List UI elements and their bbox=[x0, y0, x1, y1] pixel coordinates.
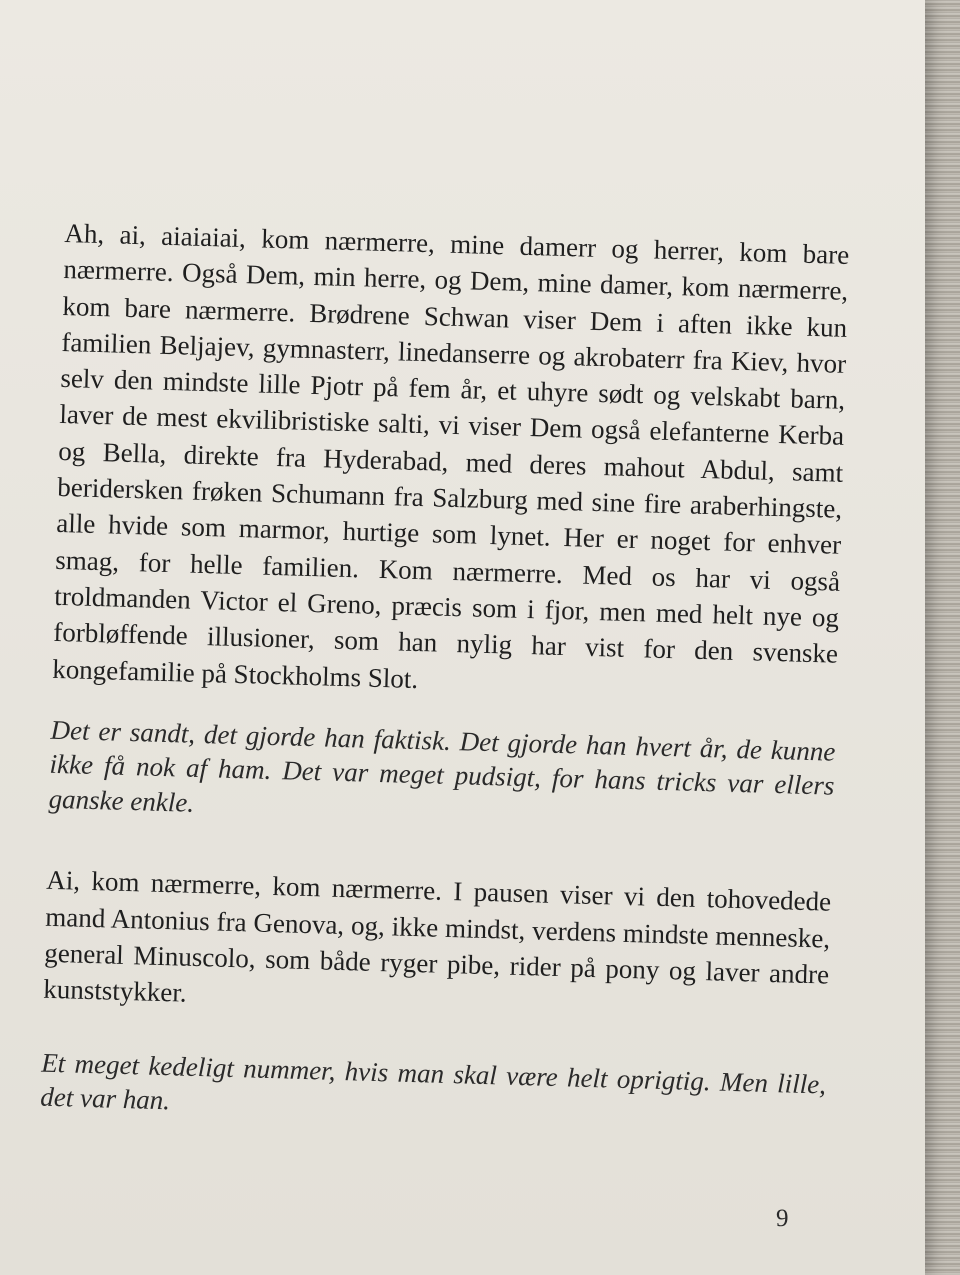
paragraph-barker-call-1: Ah, ai, aiaiaiai, kom nærmerre, mine damerr og herrer, kom bare nærmerre. Også Dem, min herre, og Dem, mine damer, kom nærmerre, kom bare nærmerre. Brødrene Schwan viser Dem i aften ikke kun familien Beljajev, gymnasterr, linedanserre og akrobaterr fra Kiev, hvor selv den mindste lille Pjotr på fem år, et uhyre sødt og velskabt barn, laver de mest ekvilibristiske salti, vi viser Dem også elefanterne Kerba og Bella, direkte fra Hyderabad, med deres mahout Abdul, samt beridersken frøken Schumann fra Salzburg med sine fire araberhingste, alle hvide som marmor, hurtige som lynet. Her er noget for enhver smag, for helle familien. Kom nærmerre. Med os har vi også troldmanden Victor el Greno, præcis som i fjor, men med helt nye og forbløffende illusioner, som han nylig har vist for den svenske kongefamilie på Stockholms Slot. bbox=[51, 217, 850, 694]
paragraph-barker-call-2: Ai, kom nærmerre, kom nærmerre. I pausen viser vi den tohovedede mand Antonius fra Genova, og, ikke mindst, verdens mindste menneske, general Minuscolo, som både ryger pibe, rider på pony og laver andre kunststykker. bbox=[42, 865, 832, 1008]
paragraph-narrator-comment-2: Et meget kedeligt nummer, hvis man skal være helt oprigtig. Men lille, det var han. bbox=[39, 1047, 827, 1116]
paragraph-narrator-comment-1: Det er sandt, det gjorde han faktisk. Det gjorde han hvert år, de kunne ikke få nok af ham. Det var meget pudsigt, for hans tricks var ellers ganske enkle. bbox=[48, 714, 836, 818]
page-body bbox=[40, 215, 850, 1136]
page-number: 9 bbox=[776, 1205, 789, 1232]
page-stack-edge bbox=[925, 0, 960, 1275]
